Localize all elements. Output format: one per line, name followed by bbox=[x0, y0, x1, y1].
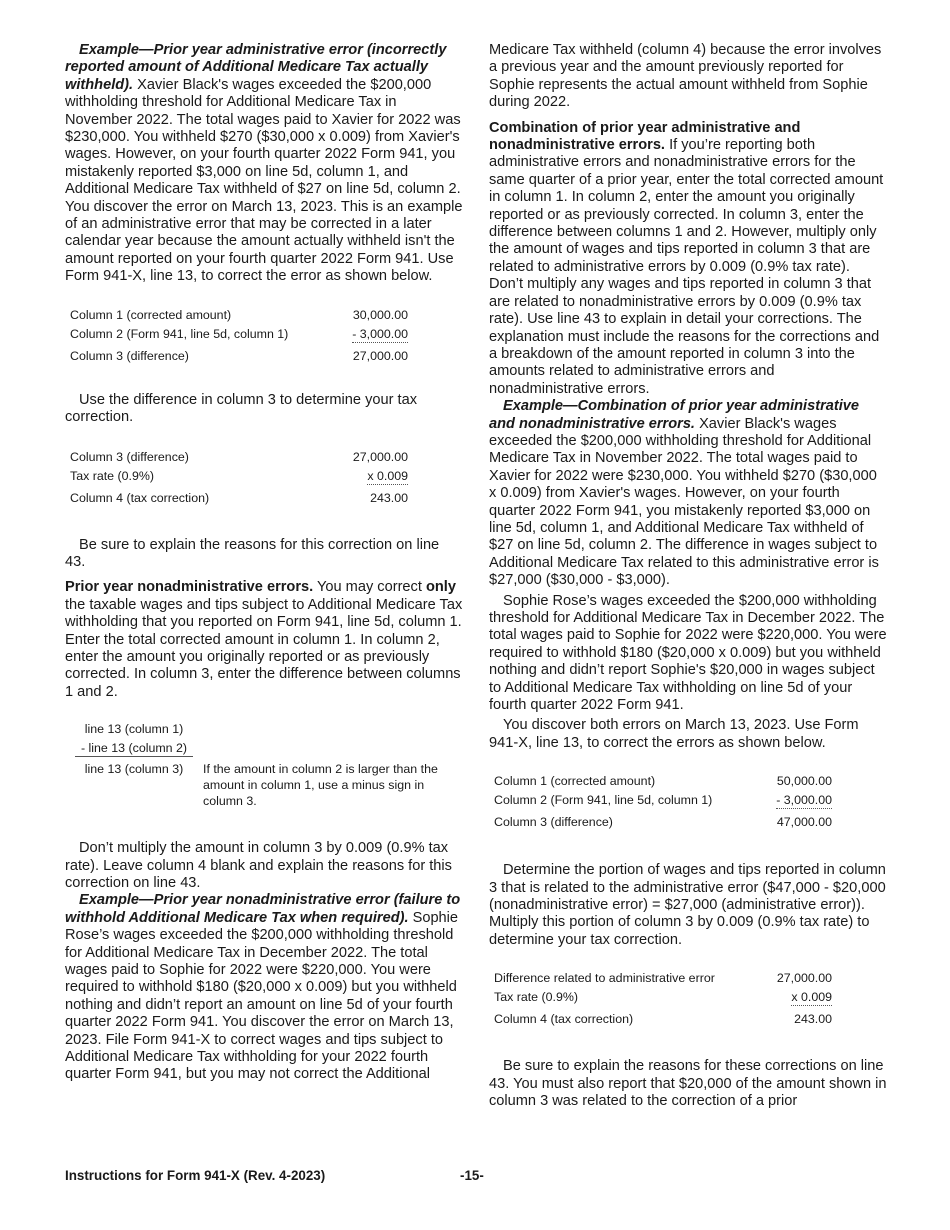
calc-table-3 bbox=[494, 773, 832, 833]
example-admin-error-paragraph bbox=[65, 42, 463, 286]
determine-paragraph: Determine the portion of wages and tips reported in column 3 that is related to the administrative error ($47,000 - $20,000 (nonadministrative error) = $27,000 (administrative error)). Multiply this portion of column 3 by 0.009 (0.9% tax rate) to determine your tax correction. bbox=[489, 862, 886, 948]
table-row bbox=[494, 1008, 832, 1030]
continued-paragraph: Medicare Tax withheld (column 4) because the error involves a previous year and the amount previously reported for Sophie represents the actual amount withheld from Sophie during 2022. bbox=[489, 42, 882, 111]
formula-note: If the amount in column 2 is larger than the amount in column 1, use a minus sign in column 3. bbox=[203, 762, 438, 809]
row-label: Column 3 (difference) bbox=[70, 449, 189, 464]
left-column bbox=[65, 42, 463, 1084]
table-row bbox=[494, 773, 832, 792]
example-heading: Example—Combination of prior year administrative and nonadministrative errors. bbox=[489, 398, 860, 432]
example-heading: Example—Prior year nonadministrative error (failure to withhold Additional Medicare Tax when required). bbox=[65, 892, 461, 926]
calc-table-1 bbox=[70, 307, 408, 367]
row-label: Column 4 (tax correction) bbox=[70, 490, 210, 505]
row-value: 27,000.00 bbox=[352, 449, 408, 464]
body-text: If you’re reporting both administrative errors and nonadministrative errors for the same quarter of a prior year, enter the total corrected amount in column 1. In column 2, enter the amount you originally reported or as previously corrected. In column 3, enter the difference between columns 1 and 2. However, multiply only the amount of wages and tips reported in column 3 that are related to administrative errors by 0.009 (0.9% tax rate). Don’t multiply any wages and tips reported in column 3 that are related to nonadministrative errors by 0.009 (0.9% tax rate). Use line 43 to explain in detail your corrections. The explanation must include the reasons for the corrections and a breakdown of the amount reported in column 3 into the amounts related to administrative errors and nonadministrative errors. bbox=[489, 137, 884, 397]
example-heading: Example—Prior year administrative error (incorrectly reported amount of Additional Medicare Tax actually withheld). bbox=[65, 42, 447, 93]
row-value: 243.00 bbox=[370, 490, 408, 505]
row-value: 30,000.00 bbox=[352, 307, 408, 322]
body-text: the taxable wages and tips subject to Additional Medicare Tax withholding that you reported on Form 941, line 5d, column 1. Enter the total corrected amount in column 1. In column 2, enter the amount you originally reported or as previously corrected. In column 3, enter the difference between columns 1 and 2. bbox=[65, 596, 463, 700]
row-value: - 3,000.00 bbox=[352, 326, 408, 341]
line-13-formula bbox=[75, 721, 463, 817]
formula-line-3: line 13 (column 3) bbox=[84, 762, 184, 777]
row-label: Column 4 (tax correction) bbox=[494, 1012, 634, 1027]
section-heading: Prior year nonadministrative errors. bbox=[65, 579, 314, 596]
example-body: Sophie Rose’s wages exceeded the $200,000 withholding threshold for Additional Medicare Tax in December 2022. The total wages paid to Sophie for 2022 were $220,000. You were required to withhold $180 ($20,000 x 0.009) but you withheld nothing and didn’t report an amount on line 5d of your fourth quarter 2022 Form 941. You discover the error on March 13, 2023. File Form 941-X to correct wages and tips subject to Additional Medicare Tax withholding for your 2022 fourth quarter Form 941, but you may not correct the Additional bbox=[65, 909, 459, 1083]
emphasis-text: only bbox=[425, 579, 456, 596]
table-row bbox=[494, 970, 832, 989]
example-body: Xavier Black's wages exceeded the $200,000 withholding threshold for Additional Medicare Tax in November 2022. The total wages paid to Xavier for 2022 were $230,000. You withheld $270 ($30,000 x 0.009) from Xavier's wages. However, on your fourth quarter 2022 Form 941, you mistakenly reported $3,000 on line 5d, column 1, and Additional Medicare Tax withheld of $27 on line 5d, column 2. The difference in wages subject to Additional Medicare Tax related to this administrative error is $27,000 ($30,000 - $3,000). bbox=[489, 415, 879, 589]
row-value: 47,000.00 bbox=[776, 815, 832, 830]
row-label: Column 1 (corrected amount) bbox=[70, 307, 232, 322]
row-label: Column 2 (Form 941, line 5d, column 1) bbox=[494, 793, 713, 808]
table-row bbox=[494, 792, 832, 811]
sophie-paragraph: Sophie Rose’s wages exceeded the $200,000 withholding threshold for Additional Medicare Tax in December 2022. The total wages paid to Sophie for 2022 were $220,000. You were required to withhold $180 ($20,000 x 0.009) but you withheld nothing and didn’t report Sophie's $20,000 in wages subject to Additional Medicare Tax withholding on line 5d of your fourth quarter 2022 Form 941. bbox=[489, 592, 887, 714]
dont-multiply-paragraph: Don’t multiply the amount in column 3 by 0.009 (0.9% tax rate). Leave column 4 blank and explain the reasons for this correction on line 43. bbox=[65, 840, 452, 891]
calc-table-4 bbox=[494, 970, 832, 1030]
table-row bbox=[70, 487, 408, 509]
nonadmin-errors-paragraph bbox=[65, 579, 463, 701]
body-text: You may correct bbox=[316, 579, 422, 596]
row-label: Column 3 (difference) bbox=[494, 815, 613, 830]
table-row bbox=[70, 345, 408, 367]
row-label: Difference related to administrative error bbox=[494, 971, 715, 986]
table-row bbox=[494, 989, 832, 1008]
footer-title: Instructions for Form 941-X (Rev. 4-2023) bbox=[65, 1168, 326, 1183]
page-footer bbox=[65, 1168, 887, 1188]
row-value: 27,000.00 bbox=[776, 971, 832, 986]
row-value: 243.00 bbox=[794, 1012, 832, 1027]
row-value: x 0.009 bbox=[367, 468, 408, 483]
final-paragraph: Be sure to explain the reasons for these corrections on line 43. You must also report that $20,000 of the amount shown in column 3 was related to the correction of a prior bbox=[489, 1058, 887, 1110]
row-value: x 0.009 bbox=[791, 990, 832, 1005]
use-difference-paragraph: Use the difference in column 3 to determine your tax correction. bbox=[65, 391, 418, 426]
table-row bbox=[494, 811, 832, 833]
row-value: 27,000.00 bbox=[352, 348, 408, 363]
example-combo-paragraph bbox=[489, 398, 887, 589]
explain-paragraph: Be sure to explain the reasons for this correction on line 43. bbox=[65, 536, 440, 570]
discover-paragraph: You discover both errors on March 13, 2023. Use Form 941-X, line 13, to correct the errors as shown below. bbox=[489, 717, 859, 751]
formula-line-2: - line 13 (column 2) bbox=[75, 740, 193, 757]
table-row bbox=[70, 449, 408, 468]
row-label: Tax rate (0.9%) bbox=[70, 468, 155, 483]
row-label: Column 1 (corrected amount) bbox=[494, 774, 656, 789]
row-value: 50,000.00 bbox=[776, 774, 832, 789]
page-number: -15- bbox=[460, 1168, 484, 1183]
combo-errors-paragraph bbox=[489, 120, 887, 399]
row-label: Tax rate (0.9%) bbox=[494, 990, 579, 1005]
table-row bbox=[70, 307, 408, 326]
calc-table-2 bbox=[70, 449, 408, 509]
right-column bbox=[489, 42, 887, 1111]
row-value: - 3,000.00 bbox=[776, 793, 832, 808]
row-label: Column 3 (difference) bbox=[70, 348, 189, 363]
table-row bbox=[70, 468, 408, 487]
example-body: Xavier Black's wages exceeded the $200,000 withholding threshold for Additional Medicare Tax in November 2022. The total wages paid to Xavier for 2022 was $230,000. You withheld $270 ($30,000 x 0.009) from Xavier's wages. However, on your fourth quarter 2022 Form 941, you mistakenly reported $3,000 on line 5d, column 1, and Additional Medicare Tax withheld of $27 on line 5d, column 2. You discover the error on March 13, 2023. This is an example of an administrative error that may be corrected in a later calendar year because the amount actually withheld isn't the amount reported on your fourth quarter 2022 Form 941. Use Form 941-X, line 13, to correct the error as shown below. bbox=[65, 76, 463, 285]
section-heading: Combination of prior year administrative and nonadministrative errors. bbox=[489, 119, 801, 154]
formula-line-1: line 13 (column 1) bbox=[84, 722, 184, 737]
example-nonadmin-error-paragraph bbox=[65, 892, 463, 1083]
table-row bbox=[70, 326, 408, 345]
row-label: Column 2 (Form 941, line 5d, column 1) bbox=[70, 326, 289, 341]
